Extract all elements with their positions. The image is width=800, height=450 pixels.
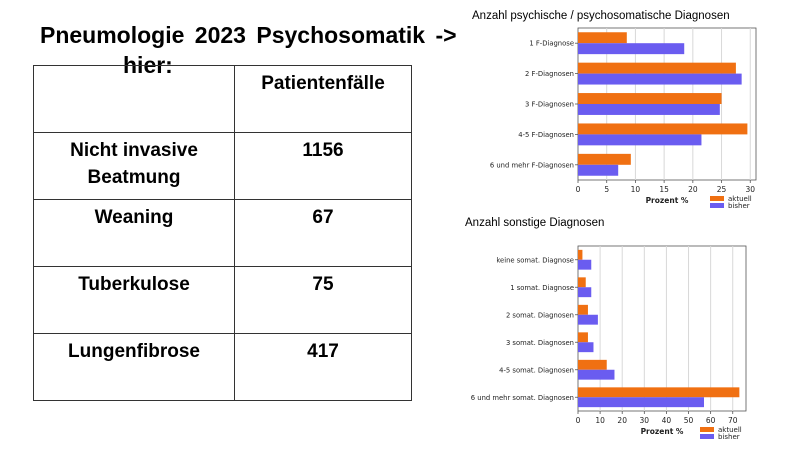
bar-bisher [578, 397, 704, 407]
legend-label-bisher: bisher [728, 202, 750, 210]
category-label: 4-5 F-Diagnosen [518, 130, 574, 139]
category-label: 3 F-Diagnosen [525, 100, 574, 109]
table-header-patientenfaelle: Patientenfälle [235, 66, 412, 133]
x-tick-label: 15 [659, 185, 669, 194]
x-tick-label: 60 [705, 416, 716, 425]
legend-swatch-aktuell [700, 427, 714, 432]
table-row [34, 334, 412, 401]
legend-label-aktuell: aktuell [718, 426, 742, 434]
row-label: Weaning [34, 200, 235, 267]
category-label: 6 und mehr F-Diagnosen [489, 161, 574, 170]
legend-label-bisher: bisher [718, 433, 740, 441]
x-tick-label: 20 [617, 416, 627, 425]
bar-bisher [578, 104, 720, 115]
bar-aktuell [578, 154, 631, 165]
x-axis-label: Prozent % [640, 427, 684, 436]
legend-swatch-aktuell [710, 196, 724, 201]
legend-label-aktuell: aktuell [728, 195, 752, 203]
category-label: 6 und mehr somat. Diagnosen [470, 393, 574, 402]
legend-swatch-bisher [710, 203, 724, 208]
x-tick-label: 5 [604, 185, 610, 194]
bar-bisher [578, 165, 618, 176]
x-axis-label: Prozent % [645, 196, 689, 205]
somatic-diagnoses-chart [466, 245, 766, 441]
category-label: 1 F-Diagnose [529, 39, 574, 48]
category-label: 4-5 somat. Diagnosen [499, 366, 574, 375]
x-tick-label: 70 [727, 416, 738, 425]
row-value: 1156 [235, 133, 412, 200]
row-value: 417 [235, 334, 412, 401]
bar-aktuell [578, 250, 582, 260]
x-tick-label: 0 [575, 185, 581, 194]
bar-bisher [578, 260, 591, 270]
table-row [34, 133, 412, 200]
category-label: 1 somat. Diagnose [510, 283, 574, 292]
category-label: 3 somat. Diagnosen [505, 338, 574, 347]
category-label: keine somat. Diagnose [496, 256, 574, 265]
psych-diagnoses-chart [470, 26, 770, 212]
bar-aktuell [578, 123, 747, 134]
legend-swatch-bisher [700, 434, 714, 439]
category-label: 2 somat. Diagnosen [505, 311, 574, 320]
bar-aktuell [578, 387, 739, 397]
x-tick-label: 20 [688, 185, 698, 194]
table-row [34, 267, 412, 334]
bar-aktuell [578, 63, 736, 74]
chart2-title: Anzahl sonstige Diagnosen [465, 217, 605, 229]
x-tick-label: 40 [661, 416, 672, 425]
slide-title-line2: hier: [123, 52, 173, 78]
x-tick-label: 10 [630, 185, 641, 194]
x-tick-label: 30 [745, 185, 756, 194]
bar-aktuell [578, 277, 586, 287]
bar-bisher [578, 315, 598, 325]
bar-aktuell [578, 360, 607, 370]
row-label: Nicht invasive Beatmung [34, 133, 235, 200]
row-value: 75 [235, 267, 412, 334]
table-header-empty [34, 66, 235, 133]
x-tick-label: 50 [683, 416, 694, 425]
bar-bisher [578, 74, 742, 85]
table-row [34, 200, 412, 267]
row-value: 67 [235, 200, 412, 267]
bar-bisher [578, 43, 684, 54]
bar-bisher [578, 342, 593, 352]
bar-aktuell [578, 332, 588, 342]
bar-aktuell [578, 305, 588, 315]
row-label: Tuberkulose [34, 267, 235, 334]
slide-title: Pneumologie 2023 Psychosomatik -> [40, 22, 457, 48]
x-tick-label: 30 [639, 416, 650, 425]
bar-aktuell [578, 32, 627, 43]
x-tick-label: 10 [595, 416, 605, 425]
patient-cases-table [33, 65, 412, 401]
x-tick-label: 25 [716, 185, 727, 194]
bar-bisher [578, 134, 701, 145]
chart1-title: Anzahl psychische / psychosomatische Diagnosen [472, 10, 730, 22]
bar-bisher [578, 370, 614, 380]
row-label: Lungenfibrose [34, 334, 235, 401]
bar-aktuell [578, 93, 722, 104]
plot-area [578, 246, 746, 411]
bar-bisher [578, 287, 591, 297]
x-tick-label: 0 [575, 416, 581, 425]
table-header-row [34, 66, 412, 133]
category-label: 2 F-Diagnosen [525, 70, 574, 79]
